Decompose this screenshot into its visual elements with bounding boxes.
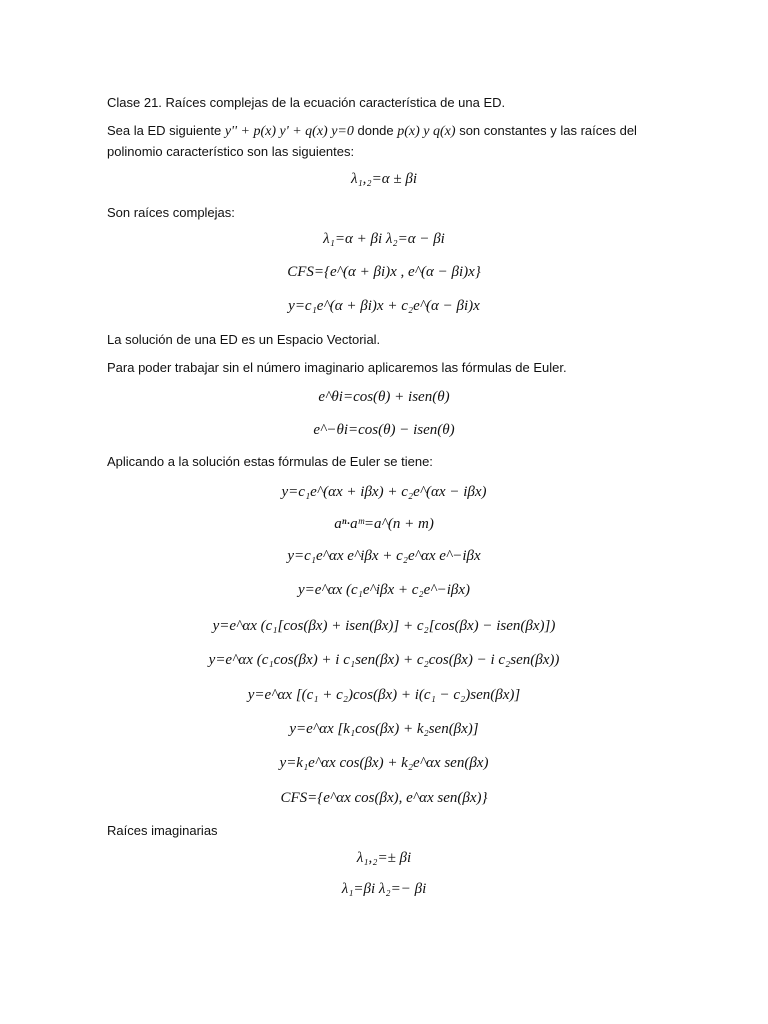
intro-paragraph	[107, 121, 647, 162]
derivation-step: y=c₁e^αx e^iβx + c₂e^αx e^−iβx	[287, 548, 481, 564]
equation-euler-positive: e^θi=cos(θ) + isen(θ)	[318, 389, 450, 405]
equation-imaginary-roots: λ₁,₂=± βi	[356, 850, 412, 866]
derivation-step: y=e^αx (c₁e^iβx + c₂e^−iβx)	[297, 582, 471, 598]
equation-imaginary-roots-split: λ₁=βi λ₂=− βi	[341, 881, 427, 897]
equation-cfs-complex: CFS={e^(α + βi)x , e^(α − βi)x}	[287, 264, 481, 280]
euler-intro: Para poder trabajar sin el número imaginario aplicaremos las fórmulas de Euler.	[107, 360, 567, 375]
intro-coefficients: p(x) y q(x)	[397, 124, 456, 139]
equation-cfs-real: CFS={e^αx cos(βx), e^αx sen(βx)}	[280, 790, 488, 806]
equation-roots: λ₁,₂=α ± βi	[350, 171, 418, 187]
derivation-step: y=c₁e^(αx + iβx) + c₂e^(αx − iβx)	[281, 484, 487, 500]
intro-text-middle: donde	[357, 123, 394, 138]
intro-ode-equation: y'' + p(x) y' + q(x) y=0	[224, 124, 354, 139]
equation-roots-split: λ₁=α + βi λ₂=α − βi	[323, 231, 445, 247]
imaginary-roots-heading: Raíces imaginarias	[107, 823, 218, 838]
vector-space-statement: La solución de una ED es un Espacio Vectorial.	[107, 332, 381, 347]
equation-euler-negative: e^−θi=cos(θ) − isen(θ)	[313, 422, 455, 438]
derivation-step: y=e^αx [(c₁ + c₂)cos(βx) + i(c₁ − c₂)sen(βx)]	[247, 687, 521, 703]
intro-text-before: Sea la ED siguiente	[107, 123, 222, 138]
derivation-step: y=e^αx [k₁cos(βx) + k₂sen(βx)]	[289, 721, 479, 737]
applying-euler-text: Aplicando a la solución estas fórmulas de Euler se tiene:	[107, 454, 433, 469]
derivation-step: aⁿ·aᵐ=a^(n + m)	[334, 516, 434, 532]
derivation-step: y=e^αx (c₁[cos(βx) + isen(βx)] + c₂[cos(βx) − isen(βx)])	[212, 618, 556, 634]
complex-roots-heading: Son raíces complejas:	[107, 205, 235, 220]
equation-general-solution: y=c₁e^(α + βi)x + c₂e^(α − βi)x	[288, 298, 480, 314]
derivation-step: y=k₁e^αx cos(βx) + k₂e^αx sen(βx)	[279, 755, 489, 771]
derivation-step: y=e^αx (c₁cos(βx) + i c₁sen(βx) + c₂cos(βx) − i c₂sen(βx))	[208, 652, 560, 668]
intro-text-after: son constantes y las raíces del polinomio característico son las siguientes:	[107, 123, 637, 159]
page-title: Clase 21. Raíces complejas de la ecuación característica de una ED.	[107, 95, 506, 110]
